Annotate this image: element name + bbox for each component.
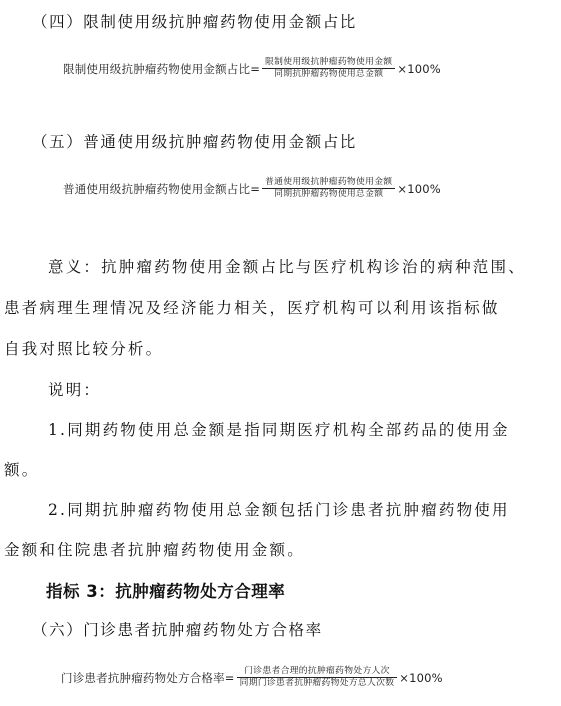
formula-lhs: 限制使用级抗肿瘤药物使用金额占比= xyxy=(63,61,261,76)
formula-numerator: 门诊患者合理的抗肿瘤药物处方人次 xyxy=(244,666,390,676)
formula-lhs: 门诊患者抗肿瘤药物处方合格率= xyxy=(61,670,235,685)
note-1-line-1: 1.同期药物使用总金额是指同期医疗机构全部药品的使用金 xyxy=(48,421,510,439)
section-6-heading: （六）门诊患者抗肿瘤药物处方合格率 xyxy=(32,621,323,639)
formula-denominator: 同期门诊患者抗肿瘤药物处方总人次数 xyxy=(239,678,395,688)
section-5-heading: （五）普通使用级抗肿瘤药物使用金额占比 xyxy=(32,133,357,151)
formula-numerator: 限制使用级抗肿瘤药物使用金额 xyxy=(265,57,393,67)
note-2-line-1: 2.同期抗肿瘤药物使用总金额包括门诊患者抗肿瘤药物使用 xyxy=(48,501,510,519)
section-4-heading: （四）限制使用级抗肿瘤药物使用金额占比 xyxy=(32,13,357,31)
meaning-line-1: 意义：抗肿瘤药物使用金额占比与医疗机构诊治的病种范围、 xyxy=(48,258,526,276)
formula-numerator: 普通使用级抗肿瘤药物使用金额 xyxy=(265,177,393,187)
section-4-formula xyxy=(63,57,441,80)
formula-fraction xyxy=(237,666,398,689)
formula-multiplier: ×100% xyxy=(397,61,441,76)
formula-fraction xyxy=(262,57,395,80)
formula-denominator: 同期抗肿瘤药物使用总金额 xyxy=(274,69,384,79)
formula-denominator: 同期抗肿瘤药物使用总金额 xyxy=(274,189,384,199)
note-1-line-2: 额。 xyxy=(4,461,40,479)
formula-multiplier: ×100% xyxy=(399,670,443,685)
formula-multiplier: ×100% xyxy=(397,181,441,196)
section-6-formula xyxy=(61,666,443,689)
indicator-3-title: 指标 3：抗肿瘤药物处方合理率 xyxy=(46,582,286,601)
notes-title: 说明： xyxy=(48,381,102,399)
formula-fraction xyxy=(262,177,395,200)
meaning-line-3: 自我对照比较分析。 xyxy=(4,340,164,358)
meaning-line-2: 患者病理生理情况及经济能力相关，医疗机构可以利用该指标做 xyxy=(4,299,500,317)
section-5-formula xyxy=(63,177,441,200)
formula-lhs: 普通使用级抗肿瘤药物使用金额占比= xyxy=(63,181,261,196)
note-2-line-2: 金额和住院患者抗肿瘤药物使用金额。 xyxy=(4,541,305,559)
